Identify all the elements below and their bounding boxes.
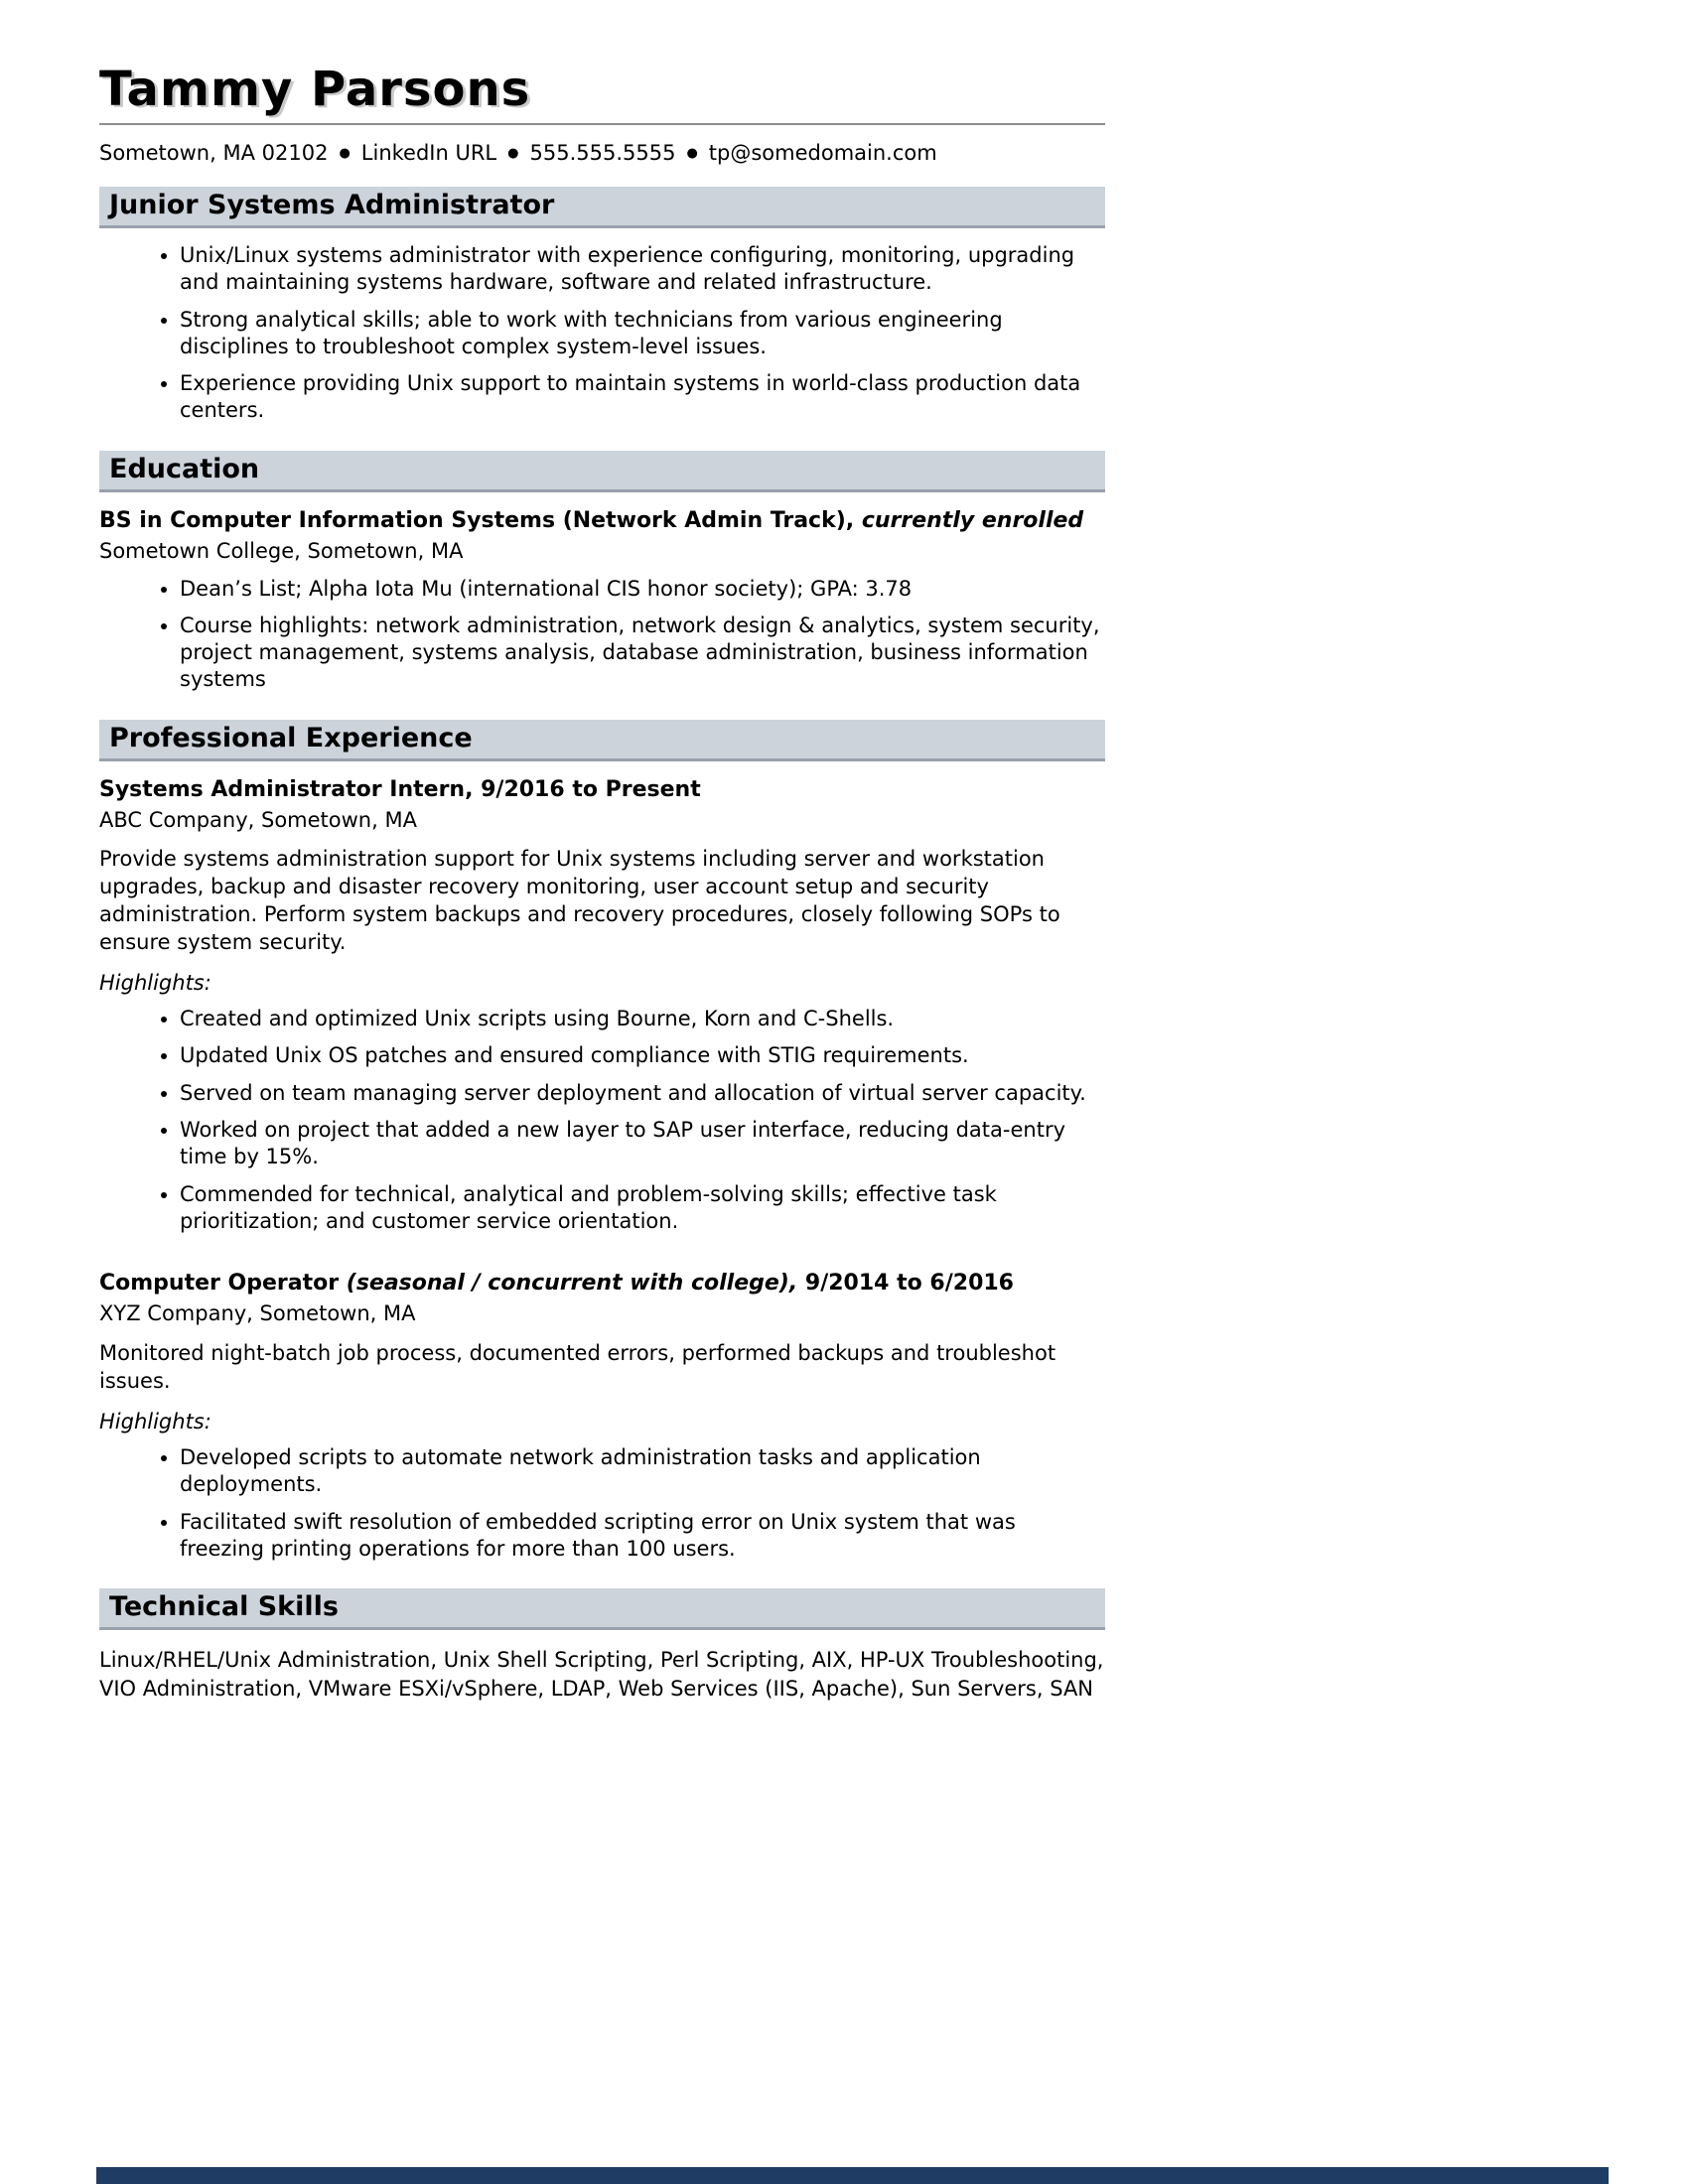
contact-phone: 555.555.5555 (529, 141, 676, 165)
job-company: ABC Company, Sometown, MA (99, 807, 417, 832)
bullet-item: • Worked on project that added a new layer to SAP user interface, reducing data-entry time by 15%. (180, 1117, 1105, 1171)
bullet-item: • Created and optimized Unix scripts using Bourne, Korn and C-Shells. (180, 1006, 1105, 1032)
name-underline (99, 123, 1105, 125)
job-bullet-list (99, 1444, 1105, 1563)
job-title-dates: 9/2014 to 6/2016 (804, 1271, 1014, 1297)
contact-linkedin: LinkedIn URL (360, 141, 497, 165)
highlights-label: Highlights: (99, 1410, 211, 1434)
job-entry (99, 1269, 1105, 1563)
bullet-item: • Unix/Linux systems administrator with experience configuring, monitoring, upgrading and maintaining systems hardware, software and related infrastructure. (180, 242, 1105, 297)
contact-line (99, 141, 1105, 165)
person-name: Tammy Parsons (99, 62, 531, 117)
bullet-item: • Experience providing Unix support to maintain systems in world-class production data centers. (180, 370, 1105, 425)
job-entry (99, 775, 1105, 1235)
bullet-separator-icon: ● (507, 146, 519, 161)
job-company: XYZ Company, Sometown, MA (99, 1301, 416, 1326)
bullet-separator-icon: ● (686, 146, 698, 161)
bullet-item: • Facilitated swift resolution of embedded scripting error on Unix system that was freezing printing operations for more than 100 users. (180, 1509, 1105, 1564)
job-description: Provide systems administration support for Unix systems including server and workstation upgrades, backup and disaster recovery monitoring, user account setup and security administration. Perform system backups and recovery procedures, closely following SOPs to ensure system security. (99, 847, 1060, 954)
section-header-objective: Junior Systems Administrator (99, 187, 1105, 228)
bullet-item: • Dean’s List; Alpha Iota Mu (international CIS honor society); GPA: 3.78 (180, 576, 1105, 603)
job-description: Monitored night-batch job process, documented errors, performed backups and troubleshot issues. (99, 1340, 1056, 1393)
bullet-item: • Commended for technical, analytical and problem-solving skills; effective task prioritization; and customer service orientation. (180, 1181, 1105, 1236)
education-bullet-list (99, 576, 1105, 694)
section-header-education: Education (99, 451, 1105, 492)
section-header-skills: Technical Skills (99, 1588, 1105, 1630)
degree-status: currently enrolled (861, 507, 1084, 533)
section-header-experience: Professional Experience (99, 720, 1105, 761)
skills-text: Linux/RHEL/Unix Administration, Unix Shell Scripting, Perl Scripting, AIX, HP-UX Troubleshooting, VIO Administration, VMware ESXi/vSphere, LDAP, Web Services (IIS, Apache), Sun Servers, SAN (99, 1648, 1104, 1701)
job-title-note: (seasonal / concurrent with college), (346, 1271, 798, 1297)
bullet-item: • Strong analytical skills; able to work with technicians from various engineering disciplines to troubleshoot complex system-level issues. (180, 307, 1105, 361)
highlights-label: Highlights: (99, 971, 211, 996)
education-school: Sometown College, Sometown, MA (99, 538, 464, 563)
job-title (99, 1269, 1105, 1297)
degree-name: BS in Computer Information Systems (Network Admin Track), (99, 507, 855, 533)
bullet-separator-icon: ● (339, 146, 351, 161)
footer-accent-bar (96, 2167, 1609, 2184)
education-degree (99, 506, 1105, 535)
job-bullet-list (99, 1006, 1105, 1235)
job-title: Systems Administrator Intern, 9/2016 to Present (99, 776, 701, 802)
job-title-role: Computer Operator (99, 1271, 340, 1297)
contact-location: Sometown, MA 02102 (99, 141, 329, 165)
bullet-item: • Course highlights: network administration, network design & analytics, system security, project management, systems analysis, database administration, business information systems (180, 613, 1105, 694)
resume-content (99, 0, 1105, 1703)
bullet-item: • Developed scripts to automate network administration tasks and application deployments. (180, 1444, 1105, 1499)
bullet-item: • Updated Unix OS patches and ensured compliance with STIG requirements. (180, 1042, 1105, 1069)
bullet-item: • Served on team managing server deployment and allocation of virtual server capacity. (180, 1080, 1105, 1107)
contact-email: tp@somedomain.com (708, 141, 937, 165)
objective-bullet-list (99, 242, 1105, 425)
